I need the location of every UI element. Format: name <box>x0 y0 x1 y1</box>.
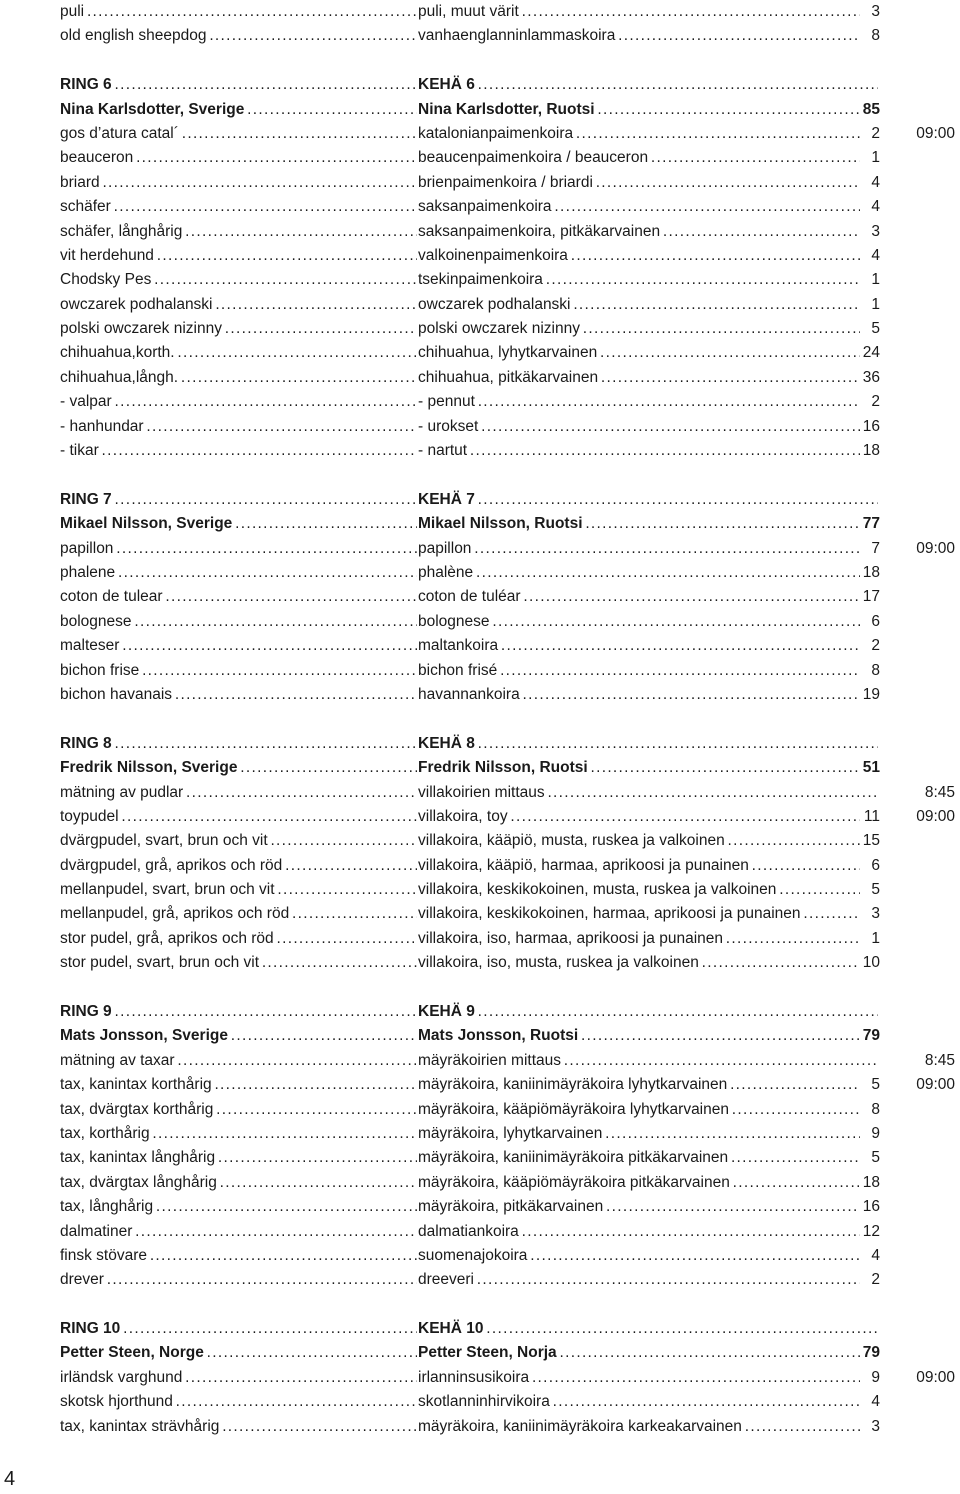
finnish-name: Nina Karlsdotter, Ruotsi . . . <box>418 98 878 122</box>
finnish-name: mäyräkoira, pitkäkarvainen . . . <box>418 1195 878 1219</box>
finnish-name: dreeveri . . . <box>418 1268 878 1292</box>
breed-row <box>60 659 960 683</box>
breed-row <box>60 341 960 365</box>
swedish-name: old english sheepdog . . . <box>60 24 417 48</box>
entry-count: 2 <box>860 390 880 414</box>
entry-count: 4 <box>860 195 880 219</box>
entry-count: 10 <box>860 951 880 975</box>
swedish-name: RING 7 . . . <box>60 488 417 512</box>
breed-row <box>60 927 960 951</box>
breed-row <box>60 1146 960 1170</box>
breed-row <box>60 390 960 414</box>
finnish-name: - urokset . . . <box>418 415 878 439</box>
breed-row <box>60 634 960 658</box>
breed-row <box>60 610 960 634</box>
swedish-name: bichon havanais . . . <box>60 683 417 707</box>
finnish-name: mäyräkoira, kääpiömäyräkoira pitkäkarvainen . . . <box>418 1171 878 1195</box>
swedish-name: briard . . . <box>60 171 417 195</box>
section-heading-row <box>60 1341 960 1365</box>
entry-count: 18 <box>860 561 880 585</box>
breed-row <box>60 585 960 609</box>
entry-count: 5 <box>860 1146 880 1170</box>
entry-count: 16 <box>860 415 880 439</box>
section-heading-row <box>60 488 960 512</box>
breed-row <box>60 1366 960 1390</box>
entry-count: 9 <box>860 1122 880 1146</box>
swedish-name: tax, kanintax långhårig . . . <box>60 1146 417 1170</box>
finnish-name: villakoira, iso, harmaa, aprikoosi ja punainen . . . <box>418 927 878 951</box>
entry-count: 4 <box>860 244 880 268</box>
finnish-name: mäyräkoirien mittaus . . . <box>418 1049 878 1073</box>
swedish-name: bichon frise . . . <box>60 659 417 683</box>
entry-count: 85 <box>860 98 880 122</box>
breed-row <box>60 171 960 195</box>
breed-row <box>60 268 960 292</box>
swedish-name: dalmatiner . . . <box>60 1220 417 1244</box>
finnish-name: villakoira, kääpiö, musta, ruskea ja valkoinen . . . <box>418 829 878 853</box>
entry-count: 24 <box>860 341 880 365</box>
entry-count: 1 <box>860 146 880 170</box>
finnish-name: villakoira, keskikokoinen, harmaa, aprikoosi ja punainen . . . <box>418 902 878 926</box>
start-time: 8:45 <box>924 1051 955 1069</box>
breed-row <box>60 878 960 902</box>
start-time: 09:00 <box>916 807 955 825</box>
swedish-name: bolognese . . . <box>60 610 417 634</box>
swedish-name: - valpar . . . <box>60 390 417 414</box>
breed-row <box>60 1049 960 1073</box>
page-number: 4 <box>4 1468 16 1490</box>
breed-row <box>60 1415 960 1439</box>
entry-count: 8 <box>860 24 880 48</box>
entry-count: 4 <box>860 171 880 195</box>
breed-row <box>60 902 960 926</box>
section-gap <box>60 463 960 487</box>
entry-count: 1 <box>860 268 880 292</box>
swedish-name: toypudel . . . <box>60 805 417 829</box>
swedish-name: mellanpudel, svart, brun och vit . . . <box>60 878 417 902</box>
entry-count: 15 <box>860 829 880 853</box>
breed-row <box>60 1098 960 1122</box>
entry-count: 7 <box>860 537 880 561</box>
finnish-name: saksanpaimenkoira, pitkäkarvainen . . . <box>418 220 878 244</box>
swedish-name: papillon . . . <box>60 537 417 561</box>
swedish-name: owczarek podhalanski . . . <box>60 293 417 317</box>
swedish-name: RING 10 . . . <box>60 1317 417 1341</box>
entry-count: 17 <box>860 585 880 609</box>
swedish-name: gos d’atura catal´ . . . <box>60 122 417 146</box>
entry-count: 19 <box>860 683 880 707</box>
finnish-name: polski owczarek nizinny . . . <box>418 317 878 341</box>
swedish-name: schäfer, långhårig . . . <box>60 220 417 244</box>
swedish-name: coton de tulear . . . <box>60 585 417 609</box>
swedish-name: Chodsky Pes . . . <box>60 268 417 292</box>
entry-count: 36 <box>860 366 880 390</box>
entry-count: 79 <box>860 1341 880 1365</box>
swedish-name: puli . . . <box>60 0 417 24</box>
entry-count: 12 <box>860 1220 880 1244</box>
breed-row <box>60 561 960 585</box>
swedish-name: tax, dvärgtax långhårig . . . <box>60 1171 417 1195</box>
section-gap <box>60 49 960 73</box>
breed-row <box>60 1244 960 1268</box>
finnish-name: dalmatiankoira . . . <box>418 1220 878 1244</box>
swedish-name: schäfer . . . <box>60 195 417 219</box>
entry-count: 5 <box>860 1073 880 1097</box>
swedish-name: Fredrik Nilsson, Sverige . . . <box>60 756 417 780</box>
finnish-name: mäyräkoira, kaniinimäyräkoira pitkäkarvainen . . . <box>418 1146 878 1170</box>
breed-row <box>60 317 960 341</box>
finnish-name: villakoira, keskikokoinen, musta, ruskea ja valkoinen . . . <box>418 878 878 902</box>
swedish-name: stor pudel, svart, brun och vit . . . <box>60 951 417 975</box>
finnish-name: puli, muut värit . . . <box>418 0 878 24</box>
swedish-name: dvärgpudel, svart, brun och vit . . . <box>60 829 417 853</box>
swedish-name: malteser . . . <box>60 634 417 658</box>
entry-count: 1 <box>860 927 880 951</box>
start-time: 09:00 <box>916 539 955 557</box>
entry-count: 5 <box>860 878 880 902</box>
finnish-name: irlanninsusikoira . . . <box>418 1366 878 1390</box>
entry-count: 5 <box>860 317 880 341</box>
finnish-name: villakoirien mittaus . . . <box>418 781 878 805</box>
finnish-name: maltankoira . . . <box>418 634 878 658</box>
finnish-name: phalène . . . <box>418 561 878 585</box>
swedish-name: beauceron . . . <box>60 146 417 170</box>
entry-count: 3 <box>860 1415 880 1439</box>
finnish-name: KEHÄ 9 . . . <box>418 1000 878 1024</box>
swedish-name: vit herdehund . . . <box>60 244 417 268</box>
swedish-name: Nina Karlsdotter, Sverige . . . <box>60 98 417 122</box>
ring-schedule-list <box>60 0 960 1439</box>
entry-count: 9 <box>860 1366 880 1390</box>
section-heading-row <box>60 98 960 122</box>
entry-count: 8 <box>860 659 880 683</box>
finnish-name: mäyräkoira, kaniinimäyräkoira karkeakarvainen . . . <box>418 1415 878 1439</box>
finnish-name: KEHÄ 10 . . . <box>418 1317 878 1341</box>
breed-row <box>60 415 960 439</box>
swedish-name: tax, kanintax korthårig . . . <box>60 1073 417 1097</box>
entry-count: 6 <box>860 610 880 634</box>
swedish-name: finsk stövare . . . <box>60 1244 417 1268</box>
section-heading-row <box>60 1317 960 1341</box>
section-heading-row <box>60 512 960 536</box>
swedish-name: chihuahua,långh. . . . <box>60 366 417 390</box>
start-time: 09:00 <box>916 124 955 142</box>
breed-row <box>60 122 960 146</box>
breed-row <box>60 220 960 244</box>
swedish-name: drever . . . <box>60 1268 417 1292</box>
entry-count: 6 <box>860 854 880 878</box>
breed-row <box>60 293 960 317</box>
swedish-name: stor pudel, grå, aprikos och röd . . . <box>60 927 417 951</box>
swedish-name: Petter Steen, Norge . . . <box>60 1341 417 1365</box>
entry-count: 3 <box>860 0 880 24</box>
finnish-name: katalonianpaimenkoira . . . <box>418 122 878 146</box>
breed-row <box>60 854 960 878</box>
finnish-name: - nartut . . . <box>418 439 878 463</box>
swedish-name: chihuahua,korth. . . . <box>60 341 417 365</box>
finnish-name: bolognese . . . <box>418 610 878 634</box>
finnish-name: chihuahua, pitkäkarvainen . . . <box>418 366 878 390</box>
entry-count: 16 <box>860 1195 880 1219</box>
finnish-name: villakoira, toy . . . <box>418 805 878 829</box>
finnish-name: mäyräkoira, lyhytkarvainen . . . <box>418 1122 878 1146</box>
swedish-name: tax, dvärgtax korthårig . . . <box>60 1098 417 1122</box>
swedish-name: mätning av taxar . . . <box>60 1049 417 1073</box>
finnish-name: - pennut . . . <box>418 390 878 414</box>
finnish-name: villakoira, iso, musta, ruskea ja valkoinen . . . <box>418 951 878 975</box>
finnish-name: bichon frisé . . . <box>418 659 878 683</box>
entry-count: 18 <box>860 439 880 463</box>
section-gap <box>60 976 960 1000</box>
breed-row <box>60 24 960 48</box>
finnish-name: KEHÄ 8 . . . <box>418 732 878 756</box>
swedish-name: irländsk varghund . . . <box>60 1366 417 1390</box>
swedish-name: mätning av pudlar . . . <box>60 781 417 805</box>
swedish-name: tax, långhårig . . . <box>60 1195 417 1219</box>
finnish-name: brienpaimenkoira / briardi . . . <box>418 171 878 195</box>
finnish-name: skotlanninhirvikoira . . . <box>418 1390 878 1414</box>
finnish-name: havannankoira . . . <box>418 683 878 707</box>
section-heading-row <box>60 732 960 756</box>
finnish-name: owczarek podhalanski . . . <box>418 293 878 317</box>
entry-count: 3 <box>860 902 880 926</box>
section-gap <box>60 1293 960 1317</box>
finnish-name: chihuahua, lyhytkarvainen . . . <box>418 341 878 365</box>
finnish-name: tsekinpaimenkoira . . . <box>418 268 878 292</box>
entry-count: 8 <box>860 1098 880 1122</box>
swedish-name: Mikael Nilsson, Sverige . . . <box>60 512 417 536</box>
breed-row <box>60 683 960 707</box>
entry-count: 1 <box>860 293 880 317</box>
swedish-name: - tikar . . . <box>60 439 417 463</box>
swedish-name: skotsk hjorthund . . . <box>60 1390 417 1414</box>
finnish-name: mäyräkoira, kaniinimäyräkoira lyhytkarvainen . . . <box>418 1073 878 1097</box>
finnish-name: mäyräkoira, kääpiömäyräkoira lyhytkarvainen . . . <box>418 1098 878 1122</box>
entry-count: 77 <box>860 512 880 536</box>
swedish-name: polski owczarek nizinny . . . <box>60 317 417 341</box>
finnish-name: vanhaenglanninlammaskoira . . . <box>418 24 878 48</box>
entry-count: 51 <box>860 756 880 780</box>
finnish-name: Fredrik Nilsson, Ruotsi . . . <box>418 756 878 780</box>
finnish-name: beaucenpaimenkoira / beauceron . . . <box>418 146 878 170</box>
finnish-name: Mikael Nilsson, Ruotsi . . . <box>418 512 878 536</box>
breed-row <box>60 146 960 170</box>
entry-count: 2 <box>860 122 880 146</box>
breed-row <box>60 0 960 24</box>
finnish-name: villakoira, kääpiö, harmaa, aprikoosi ja punainen . . . <box>418 854 878 878</box>
section-heading-row <box>60 756 960 780</box>
breed-row <box>60 1122 960 1146</box>
entry-count: 18 <box>860 1171 880 1195</box>
section-heading-row <box>60 73 960 97</box>
finnish-name: Mats Jonsson, Ruotsi . . . <box>418 1024 878 1048</box>
swedish-name: tax, korthårig . . . <box>60 1122 417 1146</box>
entry-count: 4 <box>860 1390 880 1414</box>
breed-row <box>60 366 960 390</box>
breed-row <box>60 1171 960 1195</box>
start-time: 09:00 <box>916 1076 955 1094</box>
swedish-name: tax, kanintax strävhårig . . . <box>60 1415 417 1439</box>
finnish-name: coton de tuléar . . . <box>418 585 878 609</box>
breed-row <box>60 829 960 853</box>
breed-row <box>60 1220 960 1244</box>
finnish-name: saksanpaimenkoira . . . <box>418 195 878 219</box>
section-heading-row <box>60 1024 960 1048</box>
finnish-name: suomenajokoira . . . <box>418 1244 878 1268</box>
swedish-name: dvärgpudel, grå, aprikos och röd . . . <box>60 854 417 878</box>
finnish-name: valkoinenpaimenkoira . . . <box>418 244 878 268</box>
finnish-name: KEHÄ 6 . . . <box>418 73 878 97</box>
swedish-name: RING 8 . . . <box>60 732 417 756</box>
entry-count: 2 <box>860 1268 880 1292</box>
breed-row <box>60 1390 960 1414</box>
swedish-name: RING 6 . . . <box>60 73 417 97</box>
swedish-name: Mats Jonsson, Sverige . . . <box>60 1024 417 1048</box>
section-gap <box>60 707 960 731</box>
start-time: 8:45 <box>924 783 955 801</box>
breed-row <box>60 1268 960 1292</box>
swedish-name: RING 9 . . . <box>60 1000 417 1024</box>
swedish-name: phalene . . . <box>60 561 417 585</box>
breed-row <box>60 951 960 975</box>
breed-row <box>60 195 960 219</box>
finnish-name: KEHÄ 7 . . . <box>418 488 878 512</box>
entry-count: 11 <box>860 805 880 829</box>
breed-row <box>60 244 960 268</box>
entry-count: 3 <box>860 220 880 244</box>
entry-count: 4 <box>860 1244 880 1268</box>
swedish-name: mellanpudel, grå, aprikos och röd . . . <box>60 902 417 926</box>
start-time: 09:00 <box>916 1368 955 1386</box>
section-heading-row <box>60 1000 960 1024</box>
swedish-name: - hanhundar . . . <box>60 415 417 439</box>
breed-row <box>60 537 960 561</box>
finnish-name: Petter Steen, Norja . . . <box>418 1341 878 1365</box>
finnish-name: papillon . . . <box>418 537 878 561</box>
entry-count: 2 <box>860 634 880 658</box>
breed-row <box>60 781 960 805</box>
breed-row <box>60 1073 960 1097</box>
entry-count: 79 <box>860 1024 880 1048</box>
breed-row <box>60 1195 960 1219</box>
breed-row <box>60 439 960 463</box>
breed-row <box>60 805 960 829</box>
